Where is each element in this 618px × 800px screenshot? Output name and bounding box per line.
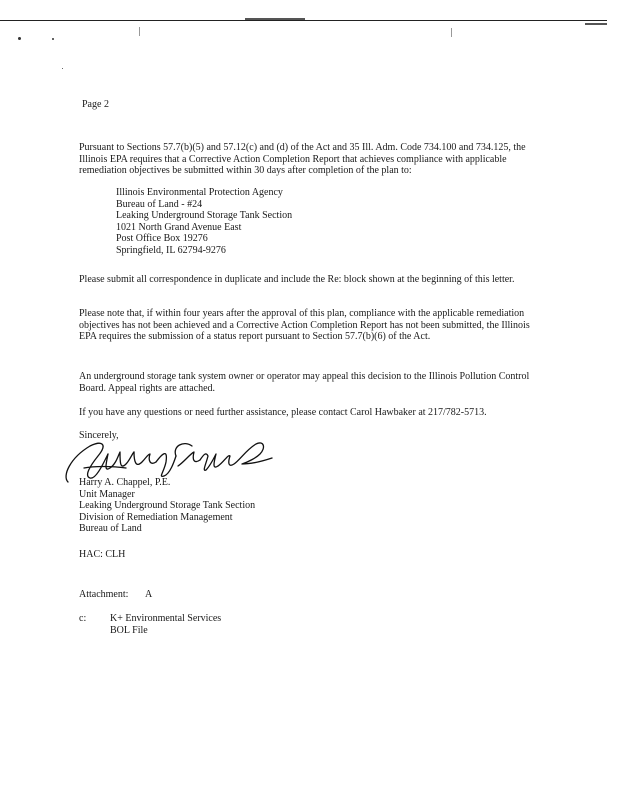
- scan-mark: [139, 27, 140, 36]
- scan-speck: [18, 37, 21, 40]
- address-line: Leaking Underground Storage Tank Section: [116, 210, 293, 222]
- signer-block: [79, 477, 255, 535]
- scan-mark: [245, 18, 305, 20]
- attachment-label: Attachment:: [79, 589, 129, 600]
- cc-recipient: K+ Environmental Services: [110, 613, 222, 624]
- closing: Sincerely,: [79, 430, 119, 441]
- signer-division: Division of Remediation Management: [79, 511, 233, 523]
- submission-paragraph: Pursuant to Sections 57.7(b)(5) and 57.12(c) and (d) of the Act and 35 Ill. Adm. Code 734.100 and 734.125, the Illinois EPA requires that a Corrective Action Completion Report that achieves compliance with applicable remediation objectives be submitted within 30 days after completion of the plan to:: [79, 142, 526, 176]
- scan-mark: [451, 28, 452, 37]
- cc-label: c:: [79, 613, 87, 624]
- scan-speck: [62, 68, 63, 69]
- address-line: Illinois Environmental Protection Agency: [116, 187, 283, 198]
- scan-speck: [52, 38, 54, 40]
- status-report-paragraph: Please note that, if within four years after the approval of this plan, compliance with the applicable remediation objectives has not been achieved and a Corrective Action Completion Report has not been submitted, the Illinois EPA requires the submission of a status report pursuant to Section 57.7(b)(6) of the Act.: [79, 308, 530, 342]
- duplicate-paragraph: Please submit all correspondence in duplicate and include the Re: block shown at the beginning of this letter.: [79, 274, 515, 285]
- contact-paragraph: If you have any questions or need further assistance, please contact Carol Hawbaker at 217/782-5713.: [79, 407, 487, 418]
- address-line: Post Office Box 19276: [116, 233, 208, 245]
- appeal-paragraph: An underground storage tank system owner or operator may appeal this decision to the Illinois Pollution Control Board. Appeal rights are attached.: [79, 371, 530, 394]
- signer-section: Leaking Underground Storage Tank Section: [79, 500, 256, 512]
- cc-recipient: BOL File: [110, 625, 148, 636]
- address-line: Springfield, IL 62794-9276: [116, 244, 226, 256]
- scan-border-line: [0, 20, 607, 21]
- attachment-value: A: [145, 589, 153, 600]
- mailing-address: [116, 187, 292, 257]
- address-line: Bureau of Land - #24: [116, 198, 203, 210]
- scan-mark: [585, 23, 607, 25]
- page-label: Page 2: [82, 99, 109, 110]
- signer-title: Unit Manager: [79, 488, 135, 500]
- typist-initials: HAC: CLH: [79, 549, 126, 560]
- signer-bureau: Bureau of Land: [79, 523, 142, 535]
- address-line: 1021 North Grand Avenue East: [116, 221, 242, 233]
- signer-name: Harry A. Chappel, P.E.: [79, 477, 171, 488]
